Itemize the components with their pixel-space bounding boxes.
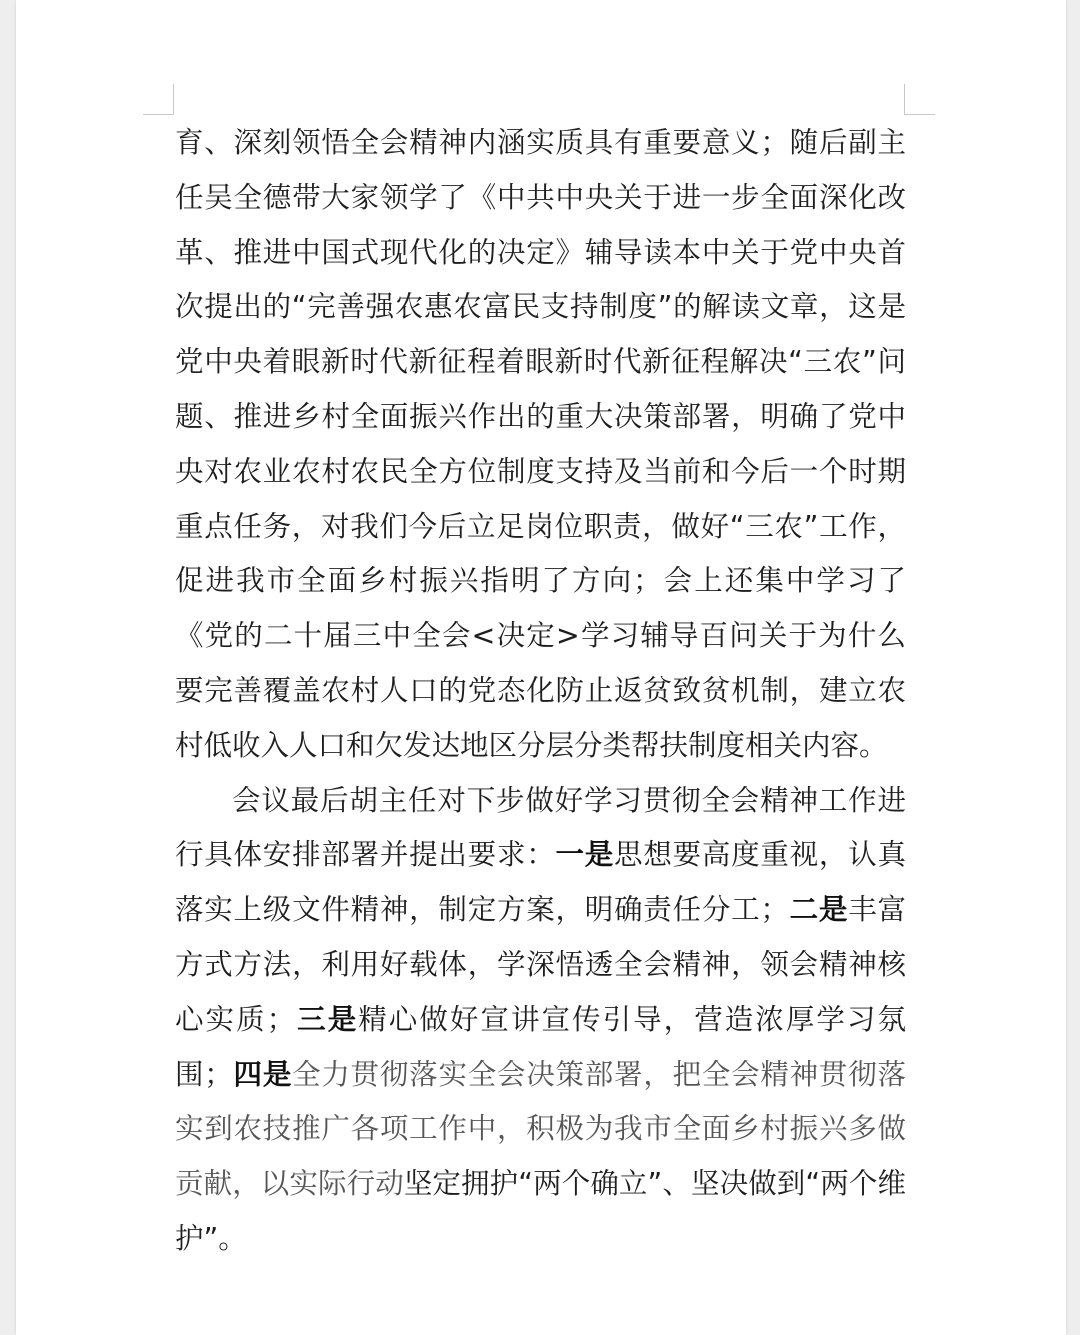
paragraph-2-intro: 会议最后胡主任对下步做好学习贯彻全会精神工作进行具体安排部署并提出要求： bbox=[175, 783, 906, 872]
paragraph-2-closing: 坚定拥护“两个确立”、坚决做到“两个维护”。 bbox=[175, 1167, 906, 1255]
requirement-2-label: 二是 bbox=[788, 893, 849, 927]
requirement-3-text: 精心做好宣讲宣传引导，营造浓厚学习氛围； bbox=[175, 1002, 906, 1091]
requirement-1-label: 一是 bbox=[555, 838, 615, 872]
paragraph-1: 育、深刻领悟全会精神内涵实质具有重要意义；随后副主任吴全德带大家领学了《中共中央关于进一步全面深化改革、推进中国式现代化的决定》辅导读本中关于党中央首次提出的“完善强农惠农富民支持制度”的解读文章，这是党中央着眼新时代新征程着眼新时代新征程解决“三农”问题、推进乡村全面振兴作出的重大决策部署，明确了党中央对农业农村农民全方位制度支持及当前和今后一个时期重点任务，对我们今后立足岗位职责，做好“三农”工作，促进我市全面乡村振兴指明了方向；会上还集中学习了《党的二十届三中全会<决定>学习辅导百问关于为什么要完善覆盖农村人口的党态化防止返贫致贫机制，建立农村低收入人口和欠发达地区分层分类帮扶制度相关内容。 bbox=[175, 126, 906, 762]
document-body bbox=[175, 116, 906, 1267]
requirement-2-text: 丰富方式方法，利用好载体，学深悟透全会精神，领会精神核心实质； bbox=[175, 893, 906, 1036]
requirement-3-label: 三是 bbox=[295, 1002, 359, 1036]
requirement-1-text: 思想要高度重视，认真落实上级文件精神，制定方案，明确责任分工； bbox=[175, 838, 906, 927]
requirement-4-label: 四是 bbox=[232, 1057, 293, 1091]
paragraph-2 bbox=[175, 774, 906, 1267]
margin-marker-top-right bbox=[904, 84, 935, 115]
document-page bbox=[16, 0, 1066, 1335]
requirement-4-text: 全力贯彻落实全会决策部署，把全会精神贯彻落实到农技推广各项工作中，积极为我市全面乡村振兴多做贡献，以实际行动 bbox=[175, 1057, 906, 1201]
margin-marker-top-left bbox=[143, 84, 174, 115]
